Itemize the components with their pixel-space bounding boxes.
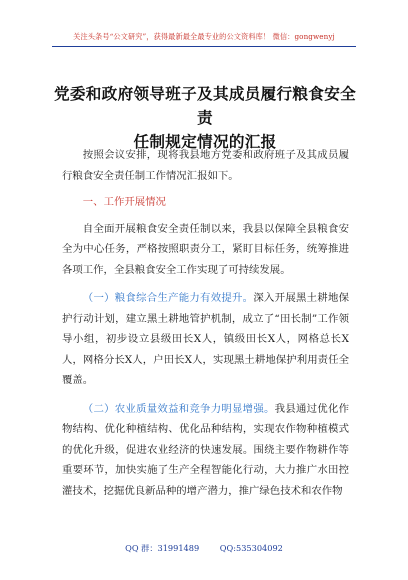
document-title-line-2: 任制规定情况的汇报 <box>133 132 277 151</box>
intro-paragraph: 按照会议安排，现将我县地方党委和政府班子及其成员履行粮食安全责任制工作情况汇报如下。 <box>62 149 349 182</box>
document-title-line-1: 党委和政府领导班子及其成员履行粮食安全责 <box>54 84 356 127</box>
paragraph-gap <box>62 280 349 288</box>
subsection-1-paragraph <box>62 288 349 391</box>
subsection-2-body: 我县通过优化作物结构、优化种植结构、优化品种结构，实现农作物种植模式的优化升级，促进农业经济的快速发展。围绕主要作物耕作等重要环节，加快实施了生产全程智能化行动，大力推广水田控灌技术，挖掘优良新品种的增产潜力，推广绿色技术和农作物 <box>62 402 349 497</box>
section-1-paragraph: 自全面开展粮食安全责任制以来，我县以保障全县粮食安全为中心任务，严格按照职责分工，紧盯目标任务，统筹推进各项工作，全县粮食安全工作实现了可持续发展。 <box>62 222 349 276</box>
page-footer <box>0 543 408 554</box>
subsection-2-heading: （二）农业质量效益和竞争力明显增强。 <box>82 402 275 415</box>
section-heading-1: 一、工作开展情况 <box>82 196 166 208</box>
document-body <box>62 145 349 501</box>
subsection-1-heading: （一）粮食综合生产能力有效提升。 <box>82 292 254 304</box>
document-title <box>50 82 360 154</box>
footer-qq: QQ:535304092 <box>219 543 283 553</box>
header-banner <box>52 18 356 47</box>
header-banner-text: 关注头条号“公文研究”，获得最新最全最专业的公文资料库！ 微信：gongwenyj <box>73 32 335 41</box>
paragraph-gap <box>62 391 349 399</box>
subsection-2-paragraph <box>62 399 349 502</box>
subsection-1-body: 深入开展黑土耕地保护行动计划，建立黑土耕地管护机制，成立了“田长制”工作领导小组，初步设立县级田长X人，镇级田长X人，网格总长X人，网格分长X人，户田长X人，实现黑土耕地保护利用责任全覆盖。 <box>62 292 350 386</box>
footer-qq-group: QQ 群：31991489 <box>125 543 200 553</box>
